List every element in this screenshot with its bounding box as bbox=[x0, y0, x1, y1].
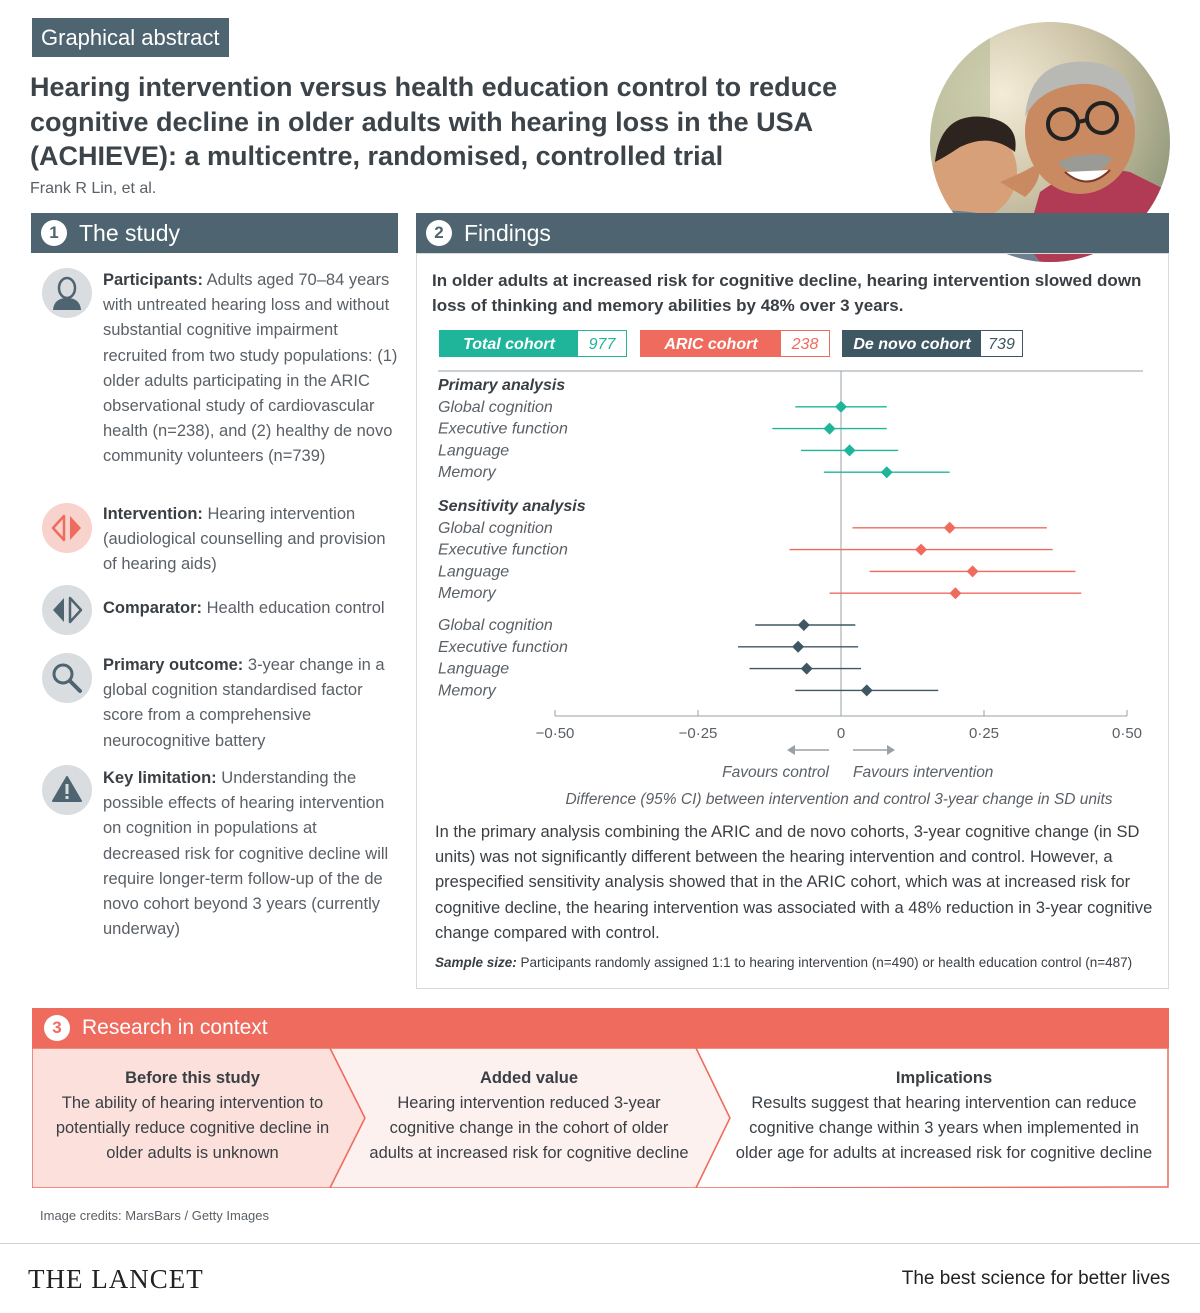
warning-icon bbox=[42, 765, 92, 815]
authors: Frank R Lin, et al. bbox=[30, 180, 157, 197]
context-section-header bbox=[32, 1008, 1169, 1048]
participants-item bbox=[103, 268, 398, 470]
context-implications-text: Results suggest that hearing intervention can reduce cognitive change within 3 years when implemented in older age for adults at increased risk for cognitive decline bbox=[735, 1094, 1153, 1162]
row-label: Global cognition bbox=[438, 617, 553, 634]
row-label: Global cognition bbox=[438, 519, 553, 537]
comparator-text: Health education control bbox=[206, 599, 385, 617]
point-estimate bbox=[944, 522, 956, 534]
context-added-value bbox=[368, 1066, 690, 1166]
favours-control-arrowhead bbox=[787, 745, 795, 755]
point-estimate bbox=[824, 423, 836, 435]
context-added-title: Added value bbox=[479, 1069, 579, 1087]
x-axis-label: Difference (95% CI) between intervention and control 3-year change in SD units bbox=[565, 791, 1113, 808]
lancet-logo: THE LANCET bbox=[28, 1264, 204, 1294]
section-number: 2 bbox=[426, 220, 452, 246]
x-tick-label: −0·50 bbox=[535, 725, 575, 742]
context-added-text: Hearing intervention reduced 3-year cognitive change in the cohort of older adults at increased risk for cognitive decline bbox=[369, 1094, 689, 1162]
point-estimate bbox=[792, 641, 804, 653]
participants-label: Participants: bbox=[103, 271, 203, 289]
point-estimate bbox=[798, 619, 810, 631]
row-label: Memory bbox=[438, 585, 496, 603]
row-label: Language bbox=[438, 660, 510, 678]
section-number: 3 bbox=[44, 1015, 70, 1041]
context-implications-title: Implications bbox=[895, 1069, 993, 1087]
sample-size-text: Participants randomly assigned 1:1 to hearing intervention (n=490) or health education control (n=487) bbox=[516, 955, 1133, 970]
row-label: Executive function bbox=[438, 541, 568, 559]
x-tick-label: 0·50 bbox=[1111, 725, 1143, 742]
findings-section-header bbox=[416, 213, 1169, 253]
intervention-item bbox=[103, 502, 398, 578]
intervention-text: Hearing intervention (audiological counselling and provision of hearing aids) bbox=[103, 505, 386, 574]
favours-intervention-label: Favours intervention bbox=[853, 764, 994, 781]
legend-value: 739 bbox=[981, 331, 1022, 356]
point-estimate bbox=[835, 401, 847, 413]
row-label: Language bbox=[438, 563, 510, 581]
sample-size bbox=[435, 955, 1165, 970]
row-label: Executive function bbox=[438, 420, 568, 438]
key-limitation-item bbox=[103, 766, 398, 942]
context-panel bbox=[32, 1048, 1169, 1188]
key-limitation-label: Key limitation: bbox=[103, 769, 217, 787]
point-estimate bbox=[915, 544, 927, 556]
row-label: Executive function bbox=[438, 638, 568, 656]
legend-total-cohort bbox=[439, 330, 627, 357]
forest-plot bbox=[428, 366, 1168, 816]
legend-de-novo-cohort bbox=[842, 330, 1023, 357]
context-implications bbox=[735, 1066, 1153, 1166]
point-estimate bbox=[881, 466, 893, 478]
row-label: Memory bbox=[438, 464, 496, 482]
graphical-abstract-badge: Graphical abstract bbox=[32, 18, 229, 57]
footer-divider bbox=[0, 1243, 1200, 1244]
favours-intervention-arrowhead bbox=[887, 745, 895, 755]
point-estimate bbox=[861, 684, 873, 696]
primary-outcome-item bbox=[103, 653, 398, 754]
key-limitation-text: Understanding the possible effects of hearing intervention on cognition in populations at decreased risk for cognitive decline will require longer-term follow-up of the de novo cohort beyond 3 years (currently underway) bbox=[103, 769, 389, 939]
findings-heading: Findings bbox=[464, 220, 551, 246]
x-tick-label: 0·25 bbox=[968, 725, 1000, 742]
row-label: Global cognition bbox=[438, 398, 553, 416]
context-heading: Research in context bbox=[82, 1016, 268, 1039]
legend-label: De novo cohort bbox=[853, 336, 971, 353]
favours-control-label: Favours control bbox=[722, 764, 829, 781]
intervention-icon bbox=[42, 503, 92, 553]
point-estimate bbox=[967, 565, 979, 577]
study-section-header bbox=[31, 213, 398, 253]
legend-value: 238 bbox=[781, 331, 829, 356]
comparator-item bbox=[103, 596, 398, 621]
legend-label: ARIC cohort bbox=[664, 336, 758, 353]
group-title: Primary analysis bbox=[438, 377, 566, 394]
findings-paragraph: In the primary analysis combining the ARIC and de novo cohorts, 3-year cognitive change (in SD units) was not significantly different between the hearing intervention and control. However, a prespecified sensitivity analysis showed that in the ARIC cohort, which was at increased risk for cognitive decline, the hearing intervention was associated with a 48% reduction in 3-year cognitive change compared with control. bbox=[435, 823, 1153, 942]
person-icon bbox=[42, 268, 92, 318]
image-credits: Image credits: MarsBars / Getty Images bbox=[40, 1208, 270, 1223]
legend-aric-cohort bbox=[640, 330, 830, 357]
study-heading: The study bbox=[79, 220, 180, 246]
x-tick-label: −0·25 bbox=[678, 725, 718, 742]
sample-size-label: Sample size: bbox=[435, 955, 517, 970]
comparator-label: Comparator: bbox=[103, 599, 203, 617]
findings-lead: In older adults at increased risk for cognitive decline, hearing intervention slowed down loss of thinking and memory abilities by 48% over 3 years. bbox=[432, 271, 1142, 315]
point-estimate bbox=[949, 587, 961, 599]
intervention-label: Intervention: bbox=[103, 505, 203, 523]
participants-text: Adults aged 70–84 years with untreated hearing loss and without substantial cognitive impairment recruited from two study populations: (1) older adults participating in the ARIC observational study of cardiovascular health (n=238), and (2) healthy de novo community volunteers (n=739) bbox=[103, 271, 398, 466]
article-title: Hearing intervention versus health education control to reduce cognitive decline in older adults with hearing loss in the USA (ACHIEVE): a multicentre, randomised, controlled trial bbox=[30, 72, 838, 171]
legend-label: Total cohort bbox=[463, 336, 555, 353]
group-title: Sensitivity analysis bbox=[438, 498, 586, 515]
legend-value: 977 bbox=[578, 331, 626, 356]
primary-outcome-text: 3-year change in a global cognition standardised factor score from a comprehensive neurocognitive battery bbox=[103, 656, 385, 750]
comparator-icon bbox=[42, 585, 92, 635]
row-label: Language bbox=[438, 442, 510, 460]
context-before-text: The ability of hearing intervention to potentially reduce cognitive decline in older adults is unknown bbox=[55, 1094, 330, 1162]
x-tick-label: 0 bbox=[836, 725, 846, 742]
context-before-title: Before this study bbox=[125, 1069, 260, 1087]
magnifier-icon bbox=[42, 653, 92, 703]
row-label: Memory bbox=[438, 682, 496, 700]
section-number: 1 bbox=[41, 220, 67, 246]
context-before bbox=[50, 1066, 335, 1166]
point-estimate bbox=[801, 663, 813, 675]
primary-outcome-label: Primary outcome: bbox=[103, 656, 244, 674]
point-estimate bbox=[844, 444, 856, 456]
tagline: The best science for better lives bbox=[901, 1268, 1170, 1289]
